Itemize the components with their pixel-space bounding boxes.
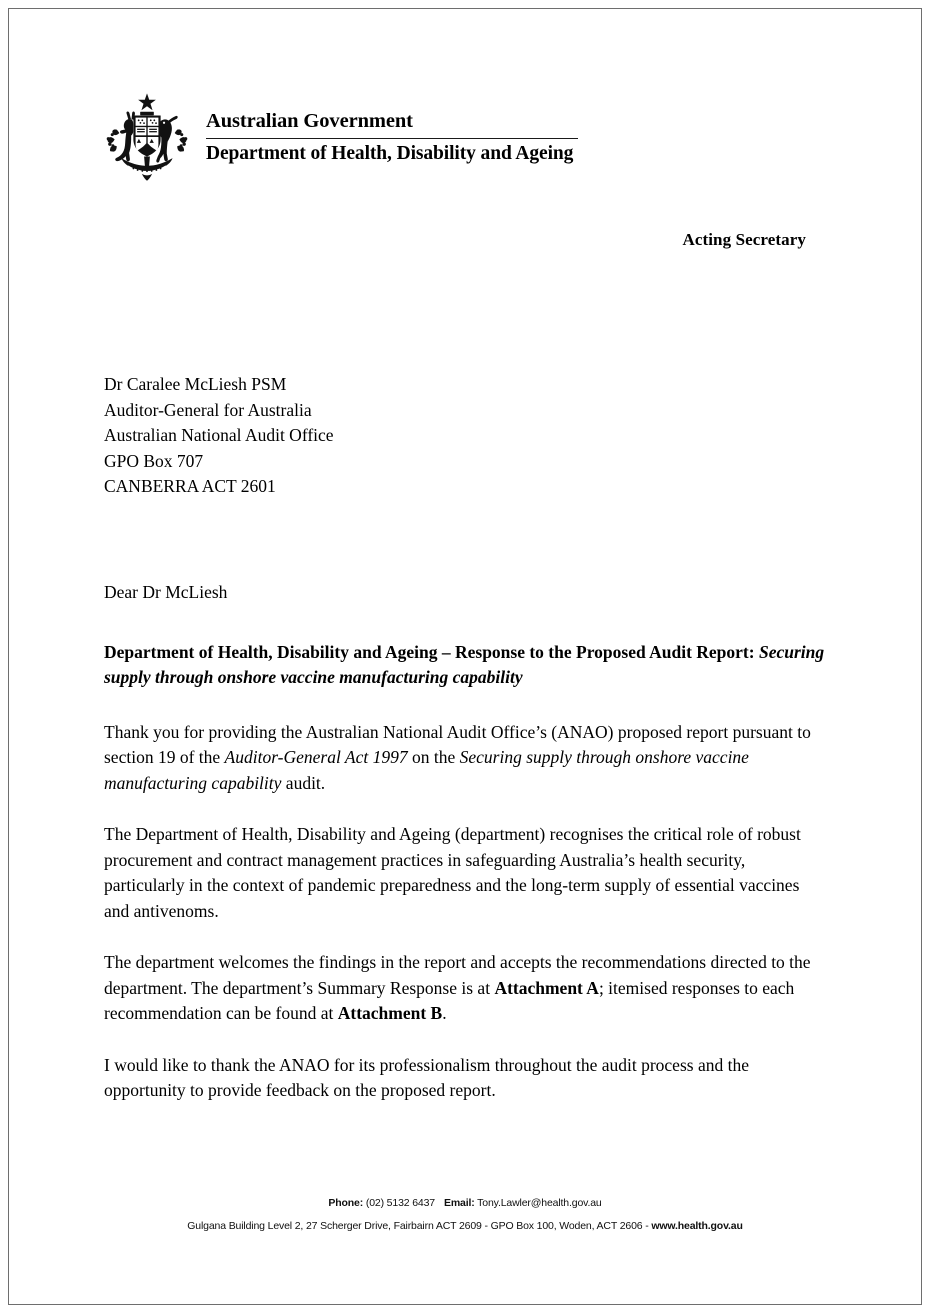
paragraph-recognition: The Department of Health, Disability and Ageing (department) recognises the critical role of robust procurement and contract management practices in safeguarding Australia’s health security, particularly in the context of pandemic preparedness and the long-term supply of essential vaccines and antivenoms. <box>104 824 801 921</box>
attachment-b-reference: Attachment B <box>337 1003 443 1023</box>
letter-body <box>104 580 828 1104</box>
subject-report-title: Securing supply through onshore vaccine manufacturing capability <box>104 641 825 687</box>
footer-email-label: Email: <box>443 1197 475 1209</box>
p1-part-1: Thank you for providing the Australian National Audit Office’s (ANAO) proposed report pursuant to section 19 of the <box>104 721 811 767</box>
p1-act-citation: Auditor-General Act 1997 <box>224 747 408 767</box>
paragraph-acceptance <box>104 950 828 1027</box>
letterhead <box>104 88 578 182</box>
p3-part-3: . <box>442 1003 447 1023</box>
footer-email-value[interactable]: Tony.Lawler@health.gov.au <box>477 1197 602 1209</box>
p1-part-3: audit. <box>281 772 326 793</box>
recipient-line-title: Auditor-General for Australia <box>104 399 312 420</box>
p1-report-title: Securing supply through onshore vaccine manufacturing capability <box>104 747 749 793</box>
footer-website[interactable]: www.health.gov.au <box>651 1220 743 1232</box>
footer-address-line <box>0 1219 930 1234</box>
footer-postal-address: Gulgana Building Level 2, 27 Scherger Drive, Fairbairn ACT 2609 - GPO Box 100, Woden, ACT 2606 - <box>187 1220 652 1232</box>
attachment-a-reference: Attachment A <box>494 977 599 998</box>
recipient-line-name: Dr Caralee McLiesh PSM <box>104 374 287 394</box>
lockup-divider <box>206 138 578 140</box>
subject-lead: Department of Health, Disability and Ageing – Response to the Proposed Audit Report: <box>104 641 759 662</box>
sender-role: Acting Secretary <box>682 230 806 249</box>
australian-government-text: Australian Government <box>206 110 413 132</box>
australian-coat-of-arms-icon <box>104 90 190 182</box>
recipient-line-city: CANBERRA ACT 2601 <box>104 476 276 496</box>
department-name-text: Department of Health, Disability and Ageing <box>206 143 574 165</box>
paragraph-thank-you <box>104 720 828 797</box>
recipient-line-organisation: Australian National Audit Office <box>104 425 334 445</box>
government-lockup <box>206 88 578 165</box>
subject-heading <box>104 640 828 690</box>
footer-phone-label: Phone: <box>328 1197 364 1209</box>
p3-part-2: ; itemised responses to each recommendation can be found at <box>104 977 795 1023</box>
salutation: Dear Dr McLiesh <box>104 582 228 602</box>
footer-contact-line <box>0 1196 930 1211</box>
page-footer <box>0 1196 930 1234</box>
footer-phone-value: (02) 5132 6437 <box>365 1197 435 1209</box>
p3-part-1: The department welcomes the findings in the report and accepts the recommendations directed to the department. The department’s Summary Response is at <box>104 952 811 998</box>
p1-part-2: on the <box>407 747 460 767</box>
recipient-line-box: GPO Box 707 <box>104 450 204 471</box>
paragraph-closing-thanks: I would like to thank the ANAO for its professionalism throughout the audit process and the opportunity to provide feedback on the proposed report. <box>104 1054 749 1100</box>
recipient-address-block <box>104 372 334 500</box>
